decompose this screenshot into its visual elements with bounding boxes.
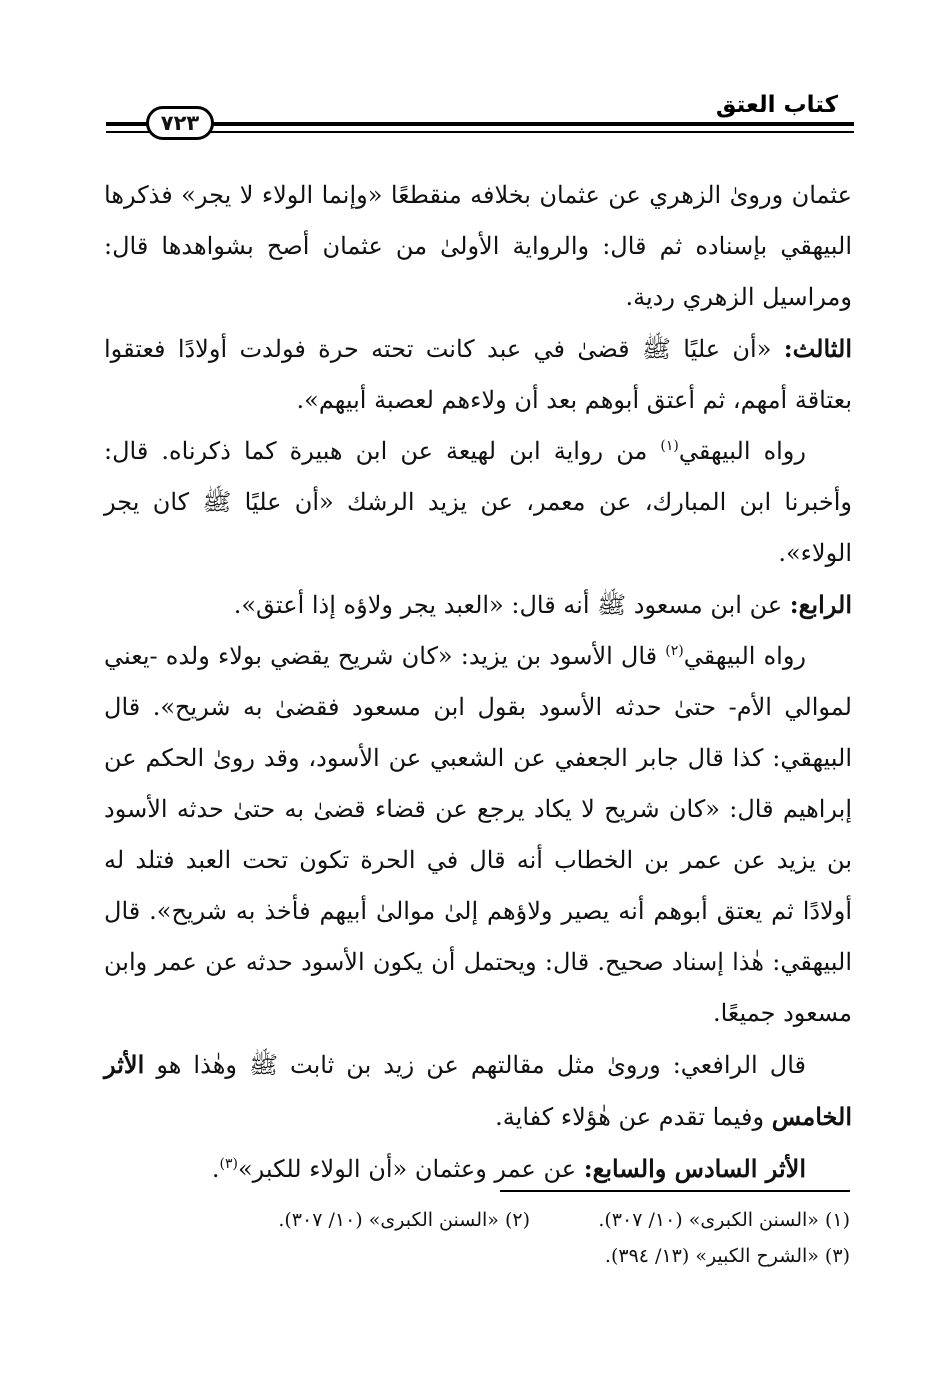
paragraph-5-text-b: قال الأسود بن يزيد: «كان شريح يقضي بولاء ولده -يعني لموالي الأم- حتىٰ حدثه الأسود بقول ابن مسعود فقضىٰ به شريح». قال البيهقي: كذا قال جابر الجعفي عن الشعبي عن الأسود، وقد روىٰ الحكم عن إبراهيم قال: «كان شريح لا يكاد يرجع عن قضاء قضىٰ به حتىٰ حدثه الأسود بن يزيد عن عمر بن الخطاب أنه قال في الحرة تكون تحت العبد فتلد له أولادًا ثم يعتق أبوهم أنه يصير ولاؤهم إلىٰ موالىٰ أبيهم فأخذ به شريح». قال البيهقي: هٰذا إسناد صحيح. قال: ويحتمل أن يكون الأسود حدثه عن عمر وابن مسعود جميعًا.	[104, 642, 852, 1027]
paragraph-5-text-a: رواه البيهقي	[683, 642, 806, 670]
section-label-fifth: الأثر الخامس	[104, 1050, 852, 1131]
section-label-fourth: الرابع:	[789, 590, 852, 619]
running-header-title: كتاب العتق	[715, 92, 838, 118]
footnote-ref-2: (٢)	[665, 643, 684, 659]
paragraph-4	[104, 579, 852, 631]
paragraph-6	[104, 1039, 852, 1143]
footnote-3: (٣) «الشرح الكبير» (١٣/ ٣٩٤).	[604, 1245, 850, 1267]
footnotes	[180, 1202, 850, 1274]
footnote-2: (٢) «السنن الكبرى» (١٠/ ٣٠٧).	[278, 1209, 530, 1231]
paragraph-3-text-a: رواه البيهقي	[678, 437, 806, 465]
paragraph-6-text-b: وفيما تقدم عن هٰؤلاء كفاية.	[495, 1103, 772, 1131]
footnote-1: (١) «السنن الكبرى» (١٠/ ٣٠٧).	[598, 1209, 850, 1231]
paragraph-6-text-a: قال الرافعي: وروىٰ مثل مقالتهم عن زيد بن ثابت ﷺ وهٰذا هو	[144, 1051, 806, 1079]
section-label-third: الثالث:	[783, 334, 852, 363]
paragraph-5	[104, 631, 852, 1039]
paragraph-3	[104, 426, 852, 579]
header-rule-thin	[106, 131, 854, 133]
paragraph-2-text: «أن عليًا ﷺ قضىٰ في عبد كانت تحته حرة فولدت أولادًا فعتقوا بعتاقة أمهم، ثم أعتق أبوهم بعد أن ولاءهم لعصبة أبيهم».	[104, 335, 852, 414]
page-number: ٧٢٣	[146, 106, 214, 140]
paragraph-2	[104, 323, 852, 426]
footnote-row	[180, 1202, 850, 1238]
header-rule-thick	[106, 122, 854, 126]
footnote-ref-1: (١)	[660, 438, 679, 454]
paragraph-3-text-b: من رواية ابن لهيعة عن ابن هبيرة كما ذكرناه. قال: وأخبرنا ابن المبارك، عن معمر، عن يزيد الرشك «أن عليًا ﷺ كان يجر الولاء».	[104, 437, 852, 567]
main-text	[104, 170, 852, 1195]
paragraph-7-text: عن عمر وعثمان «أن الولاء للكبر»	[237, 1155, 584, 1183]
footnote-ref-3: (٣)	[219, 1156, 238, 1172]
section-label-sixth-seventh: الأثر السادس والسابع:	[583, 1154, 806, 1183]
paragraph-7-end: .	[211, 1155, 220, 1183]
paragraph-7	[104, 1143, 852, 1195]
paragraph-4-text: عن ابن مسعود ﷺ أنه قال: «العبد يجر ولاؤه إذا أعتق».	[233, 591, 790, 619]
paragraph-1: عثمان وروىٰ الزهري عن عثمان بخلافه منقطعًا «وإنما الولاء لا يجر» فذكرها البيهقي بإسناده ثم قال: والرواية الأولىٰ من عثمان أصح بشواهدها قال: ومراسيل الزهري ردية.	[104, 181, 852, 311]
footnote-separator	[500, 1190, 850, 1192]
